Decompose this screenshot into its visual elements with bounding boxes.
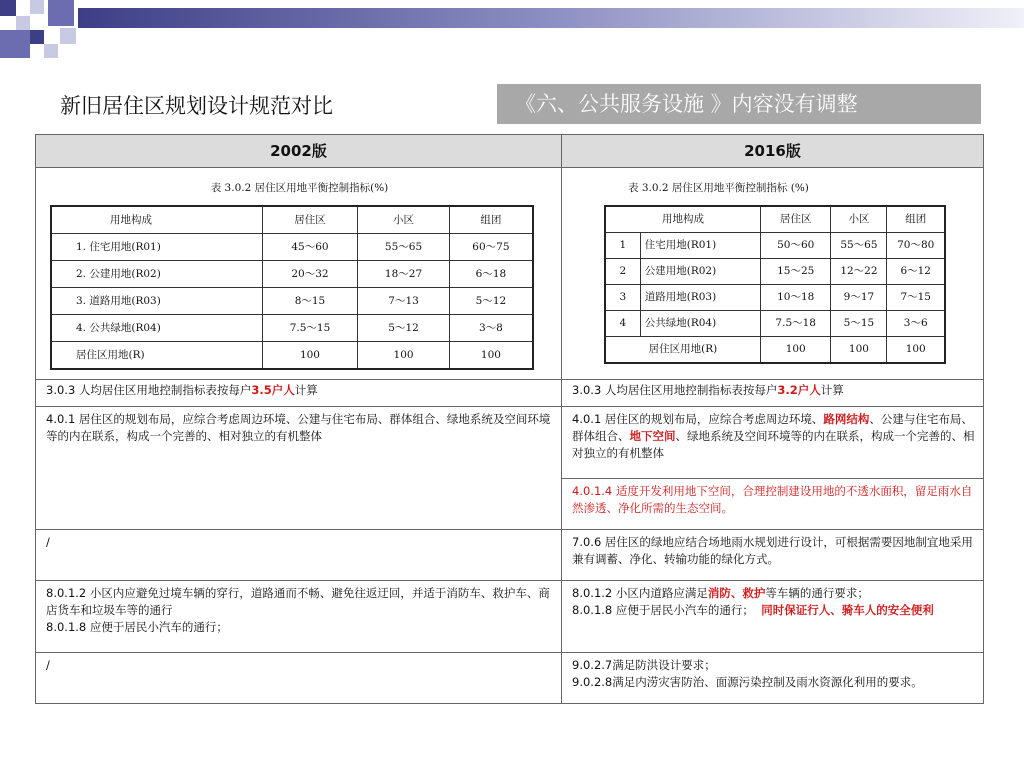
- table-row: [36, 652, 984, 703]
- table-cell: 100: [449, 342, 533, 370]
- deco-square: [44, 44, 58, 58]
- table-cell: 7.5～15: [262, 315, 358, 342]
- table-row: [605, 233, 945, 259]
- highlight-text: 3.2户人: [777, 383, 821, 397]
- table-header-cell: 组团: [449, 206, 533, 234]
- table-row: [36, 406, 984, 478]
- clause-303-2016: [562, 380, 984, 407]
- table-cell: 100: [760, 337, 830, 364]
- land-use-table-2016: [604, 205, 946, 364]
- table-cell: 1. 住宅用地(R01): [51, 234, 262, 261]
- table-row: [51, 206, 533, 234]
- clause-text: 、绿地系统及空间环境等的内在联系，构成一个完善的、相对独立的有机整体: [572, 428, 975, 460]
- table-cell: 15～25: [760, 259, 830, 285]
- clause-401-2016: [562, 406, 984, 478]
- table-cell: 7～13: [358, 288, 450, 315]
- table-cell: 道路用地(R03): [640, 285, 760, 311]
- table-cell: 100: [887, 337, 945, 364]
- highlight-text: 消防、救护: [707, 585, 766, 600]
- table-cell: 3. 道路用地(R03): [51, 288, 262, 315]
- clause-text: 4.0.1 居住区的规划布局，应综合考虑周边环境、公建与住宅布局、群体组合、绿地系统及空间环境等的内在联系，构成一个完善的、相对独立的有机整体: [46, 411, 551, 443]
- clause-706-2002: /: [36, 529, 562, 580]
- table-2016-title: 表 3.0.2 居住区用地平衡控制指标 (%): [628, 182, 809, 194]
- clause-text: 、公建与住宅布局、群体组合、: [572, 411, 973, 443]
- clause-text: 9.0.2.8满足内涝灾害防治、面源污染控制及雨水资源化利用的要求。: [572, 674, 923, 689]
- table-cell: 公建用地(R02): [640, 259, 760, 285]
- table-row: [605, 259, 945, 285]
- highlight-text: 地下空间: [629, 428, 676, 443]
- table-cell: 70～80: [887, 233, 945, 259]
- table-cell: 4: [605, 311, 640, 337]
- table-cell: 8～15: [262, 288, 358, 315]
- table-cell: 45～60: [262, 234, 358, 261]
- table-header-cell: 用地构成: [51, 206, 262, 234]
- deco-square: [16, 16, 30, 30]
- clause-text: 等车辆的通行要求；: [765, 585, 869, 600]
- table-cell: 6～12: [887, 259, 945, 285]
- table-cell: 2: [605, 259, 640, 285]
- table-cell: 5～12: [358, 315, 450, 342]
- slide-decoration: [0, 0, 1024, 60]
- table-row: [605, 311, 945, 337]
- table-cell: 5～12: [449, 288, 533, 315]
- table-row: [51, 288, 533, 315]
- table-cell: 2. 公建用地(R02): [51, 261, 262, 288]
- table-cell: 居住区用地(R): [51, 342, 262, 370]
- clause-text: 8.0.1.8 应便于居民小汽车的通行；: [46, 619, 228, 634]
- table-cell: 3～6: [887, 311, 945, 337]
- table-header-cell: 居住区: [760, 206, 830, 233]
- table-header-row: [36, 135, 984, 168]
- deco-square: [48, 0, 74, 26]
- table-row: [36, 529, 984, 580]
- table-cell: 3: [605, 285, 640, 311]
- table-cell: 3～8: [449, 315, 533, 342]
- clause-902-2002: /: [36, 652, 562, 703]
- table-row: [51, 261, 533, 288]
- table-cell: 居住区用地(R): [605, 337, 760, 364]
- table-cell: 公共绿地(R04): [640, 311, 760, 337]
- table-row: [51, 315, 533, 342]
- table-cell: 12～22: [831, 259, 887, 285]
- highlight-text: 路网结构: [823, 411, 870, 426]
- table-row: [51, 234, 533, 261]
- table-cell: 10～18: [760, 285, 830, 311]
- notice-banner: 《六、公共服务设施 》内容没有调整: [497, 84, 981, 124]
- table-cell: 7.5～18: [760, 311, 830, 337]
- table-cell: 9～17: [831, 285, 887, 311]
- table-row: [51, 342, 533, 370]
- table-cell: 60～75: [449, 234, 533, 261]
- clause-text: 7.0.6 居住区的绿地应结合场地雨水规划进行设计，可根据需要因地制宜地采用兼有调蓄、净化、转输功能的绿化方式。: [572, 534, 973, 566]
- table-2016-cell: [562, 168, 984, 380]
- highlight-text: 同时保证行人、骑车人的安全便利: [761, 602, 934, 617]
- column-header-2016: 2016版: [562, 135, 984, 168]
- table-cell: 18～27: [358, 261, 450, 288]
- clause-text: 3.0.3 人均居住区用地控制指标表按每户: [46, 383, 252, 397]
- comparison-table: [35, 134, 984, 704]
- table-header-cell: 小区: [831, 206, 887, 233]
- clause-706-2016: [562, 529, 984, 580]
- table-header-cell: 组团: [887, 206, 945, 233]
- deco-square: [30, 0, 44, 14]
- table-header-cell: 小区: [358, 206, 450, 234]
- table-row: [36, 168, 984, 380]
- table-row: [605, 337, 945, 364]
- clause-text: 8.0.1.8 应便于居民小汽车的通行；: [572, 602, 754, 617]
- land-use-table-2002: [50, 205, 534, 370]
- clause-text: 计算: [294, 383, 318, 397]
- deco-square: [30, 30, 44, 44]
- clause-text: 8.0.1.2 小区内应避免过境车辆的穿行，道路通而不畅、避免往返迂回，并适于消防车、救护车、商店货车和垃圾车等的通行: [46, 585, 550, 617]
- table-cell: 55～65: [831, 233, 887, 259]
- table-cell: 100: [262, 342, 358, 370]
- clause-text: 计算: [820, 383, 844, 397]
- table-header-cell: 居住区: [262, 206, 358, 234]
- clause-text: 8.0.1.2 小区内道路应满足: [572, 585, 708, 600]
- table-row: [605, 206, 945, 233]
- table-2002-cell: [36, 168, 562, 380]
- clause-902-2016: [562, 652, 984, 703]
- table-cell: 1: [605, 233, 640, 259]
- clause-801-2002: [36, 580, 562, 652]
- clause-text: 3.0.3 人均居住区用地控制指标表按每户: [572, 383, 778, 397]
- deco-square: [60, 28, 76, 44]
- deco-gradient-bar: [78, 8, 1024, 28]
- clause-401-2002: [36, 406, 562, 529]
- page-title: 新旧居住区规划设计规范对比: [60, 94, 333, 118]
- table-cell: 5～15: [831, 311, 887, 337]
- table-row: [605, 285, 945, 311]
- table-cell: 住宅用地(R01): [640, 233, 760, 259]
- clause-801-2016: [562, 580, 984, 652]
- table-cell: 100: [358, 342, 450, 370]
- table-row: [36, 580, 984, 652]
- table-cell: 100: [831, 337, 887, 364]
- table-2002-title: 表 3.0.2 居住区用地平衡控制指标(%): [210, 182, 389, 194]
- clause-text: 4.0.1 居住区的规划布局，应综合考虑周边环境、: [572, 411, 824, 426]
- table-cell: 55～65: [358, 234, 450, 261]
- table-header-cell: 用地构成: [605, 206, 760, 233]
- deco-square: [0, 0, 16, 16]
- table-cell: 7～15: [887, 285, 945, 311]
- table-cell: 20～32: [262, 261, 358, 288]
- table-cell: 4. 公共绿地(R04): [51, 315, 262, 342]
- column-header-2002: 2002版: [36, 135, 562, 168]
- clause-text: 9.0.2.7满足防洪设计要求；: [572, 657, 716, 672]
- highlight-text: 3.5户人: [251, 383, 295, 397]
- deco-square: [0, 30, 30, 58]
- clause-303-2002: [36, 380, 562, 407]
- highlight-text: 4.0.1.4 适度开发利用地下空间，合理控制建设用地的不透水面积，留足雨水自然渗透、净化所需的生态空间。: [572, 483, 973, 515]
- clause-4014-2016: [562, 478, 984, 529]
- table-cell: 6～18: [449, 261, 533, 288]
- table-cell: 50～60: [760, 233, 830, 259]
- table-row: [36, 380, 984, 407]
